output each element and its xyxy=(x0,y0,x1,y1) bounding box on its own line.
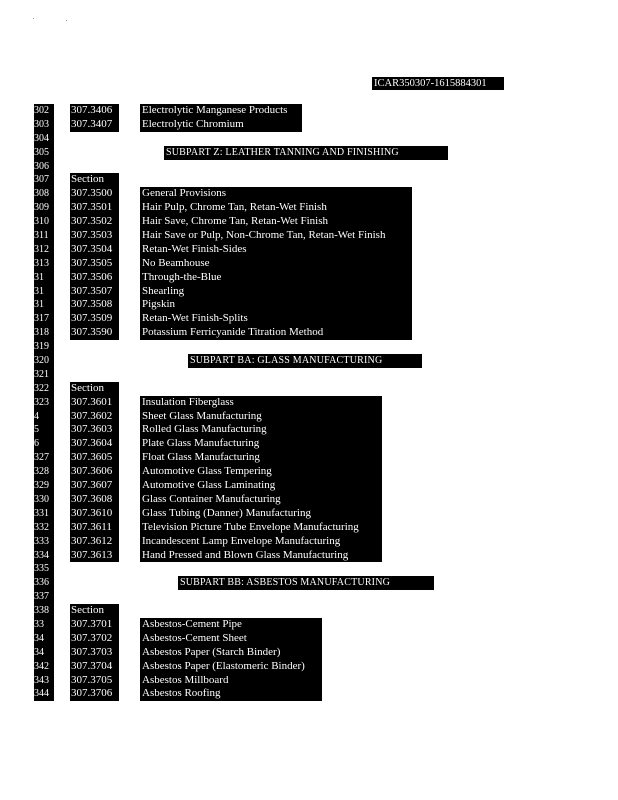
section-description: Asbestos Roofing xyxy=(140,687,322,701)
table-row xyxy=(0,243,618,257)
section-description: Asbestos-Cement Sheet xyxy=(140,632,322,646)
table-row xyxy=(0,298,618,312)
section-number: 307.3506 xyxy=(70,271,119,285)
line-number: 33 xyxy=(34,618,54,632)
table-row xyxy=(0,312,618,326)
line-number: 321 xyxy=(34,368,54,382)
table-row xyxy=(0,618,618,632)
section-description: No Beamhouse xyxy=(140,257,412,271)
section-number: 307.3606 xyxy=(70,465,119,479)
section-description: Retan-Wet Finish-Sides xyxy=(140,243,412,257)
section-number: 307.3702 xyxy=(70,632,119,646)
line-number: 310 xyxy=(34,215,54,229)
line-number: 31 xyxy=(34,285,54,299)
table-row xyxy=(0,646,618,660)
section-description: Automotive Glass Laminating xyxy=(140,479,382,493)
section-column-header: Section xyxy=(70,382,119,396)
table-row xyxy=(0,215,618,229)
section-number: 307.3703 xyxy=(70,646,119,660)
subpart-title: SUBPART Z: LEATHER TANNING AND FINISHING xyxy=(164,146,448,160)
line-number: 327 xyxy=(34,451,54,465)
section-number: 307.3602 xyxy=(70,410,119,424)
section-number: 307.3590 xyxy=(70,326,119,340)
line-number: 311 xyxy=(34,229,54,243)
scan-speck xyxy=(33,18,34,19)
section-description: Potassium Ferricyanide Titration Method xyxy=(140,326,412,340)
section-number: 307.3407 xyxy=(70,118,119,132)
line-number: 343 xyxy=(34,674,54,688)
scan-speck xyxy=(66,20,67,21)
line-number: 323 xyxy=(34,396,54,410)
section-number: 307.3601 xyxy=(70,396,119,410)
section-number: 307.3706 xyxy=(70,687,119,701)
section-description: Incandescent Lamp Envelope Manufacturing xyxy=(140,535,382,549)
document-id: ICAR350307-1615884301 xyxy=(372,77,504,90)
blank-row xyxy=(0,160,618,174)
blank-row xyxy=(0,562,618,576)
line-number: 328 xyxy=(34,465,54,479)
section-number: 307.3502 xyxy=(70,215,119,229)
section-description: Electrolytic Manganese Products xyxy=(140,104,302,118)
line-number: 306 xyxy=(34,160,54,174)
line-number: 34 xyxy=(34,632,54,646)
line-number: 318 xyxy=(34,326,54,340)
blank-row xyxy=(0,368,618,382)
line-number: 34 xyxy=(34,646,54,660)
line-number: 344 xyxy=(34,687,54,701)
table-row xyxy=(0,479,618,493)
section-description: Shearling xyxy=(140,285,412,299)
table-row xyxy=(0,549,618,563)
table-row xyxy=(0,493,618,507)
section-header-row xyxy=(0,382,618,396)
table-row xyxy=(0,118,618,132)
section-number: 307.3704 xyxy=(70,660,119,674)
section-description: Float Glass Manufacturing xyxy=(140,451,382,465)
line-number: 308 xyxy=(34,187,54,201)
section-description: Asbestos Paper (Starch Binder) xyxy=(140,646,322,660)
section-number: 307.3610 xyxy=(70,507,119,521)
section-number: 307.3604 xyxy=(70,437,119,451)
table-row xyxy=(0,229,618,243)
subpart-heading-row xyxy=(0,354,618,368)
table-row xyxy=(0,257,618,271)
section-description: Asbestos Paper (Elastomeric Binder) xyxy=(140,660,322,674)
section-number: 307.3406 xyxy=(70,104,119,118)
subpart-title: SUBPART BA: GLASS MANUFACTURING xyxy=(188,354,422,368)
table-row xyxy=(0,423,618,437)
blank-row xyxy=(0,340,618,354)
table-row xyxy=(0,687,618,701)
subpart-heading-row xyxy=(0,146,618,160)
table-row xyxy=(0,535,618,549)
section-number: 307.3611 xyxy=(70,521,119,535)
section-description: Asbestos-Cement Pipe xyxy=(140,618,322,632)
table-row xyxy=(0,437,618,451)
section-number: 307.3500 xyxy=(70,187,119,201)
section-header-row xyxy=(0,604,618,618)
line-number: 333 xyxy=(34,535,54,549)
section-number: 307.3509 xyxy=(70,312,119,326)
table-row xyxy=(0,201,618,215)
section-number: 307.3612 xyxy=(70,535,119,549)
line-number: 305 xyxy=(34,146,54,160)
section-number: 307.3607 xyxy=(70,479,119,493)
section-column-header: Section xyxy=(70,604,119,618)
line-number: 330 xyxy=(34,493,54,507)
table-row xyxy=(0,507,618,521)
section-description: Hair Save, Chrome Tan, Retan-Wet Finish xyxy=(140,215,412,229)
section-description: Retan-Wet Finish-Splits xyxy=(140,312,412,326)
section-description: Asbestos Millboard xyxy=(140,674,322,688)
section-number: 307.3504 xyxy=(70,243,119,257)
section-description: Hand Pressed and Blown Glass Manufacturing xyxy=(140,549,382,563)
section-description: Pigskin xyxy=(140,298,412,312)
table-row xyxy=(0,396,618,410)
section-number: 307.3508 xyxy=(70,298,119,312)
section-description: Insulation Fiberglass xyxy=(140,396,382,410)
table-row xyxy=(0,187,618,201)
subpart-title: SUBPART BB: ASBESTOS MANUFACTURING xyxy=(178,576,434,590)
table-row xyxy=(0,451,618,465)
section-description: Plate Glass Manufacturing xyxy=(140,437,382,451)
line-number: 337 xyxy=(34,590,54,604)
section-description: Glass Tubing (Danner) Manufacturing xyxy=(140,507,382,521)
line-number: 5 xyxy=(34,423,54,437)
line-number: 332 xyxy=(34,521,54,535)
line-number: 31 xyxy=(34,271,54,285)
section-number: 307.3603 xyxy=(70,423,119,437)
table-row xyxy=(0,285,618,299)
line-number: 319 xyxy=(34,340,54,354)
section-description: General Provisions xyxy=(140,187,412,201)
table-row xyxy=(0,410,618,424)
line-number: 312 xyxy=(34,243,54,257)
table-row xyxy=(0,521,618,535)
line-number: 309 xyxy=(34,201,54,215)
section-description: Television Picture Tube Envelope Manufacturing xyxy=(140,521,382,535)
line-number: 303 xyxy=(34,118,54,132)
section-description: Electrolytic Chromium xyxy=(140,118,302,132)
table-row xyxy=(0,660,618,674)
section-table xyxy=(0,104,618,701)
section-number: 307.3605 xyxy=(70,451,119,465)
section-header-row xyxy=(0,173,618,187)
line-number: 302 xyxy=(34,104,54,118)
blank-row xyxy=(0,590,618,604)
line-number: 317 xyxy=(34,312,54,326)
section-description: Rolled Glass Manufacturing xyxy=(140,423,382,437)
line-number: 304 xyxy=(34,132,54,146)
line-number: 4 xyxy=(34,410,54,424)
table-row xyxy=(0,104,618,118)
line-number: 338 xyxy=(34,604,54,618)
section-number: 307.3701 xyxy=(70,618,119,632)
section-number: 307.3507 xyxy=(70,285,119,299)
section-number: 307.3705 xyxy=(70,674,119,688)
line-number: 336 xyxy=(34,576,54,590)
section-description: Sheet Glass Manufacturing xyxy=(140,410,382,424)
section-description: Through-the-Blue xyxy=(140,271,412,285)
line-number: 329 xyxy=(34,479,54,493)
line-number: 331 xyxy=(34,507,54,521)
table-row xyxy=(0,465,618,479)
line-number: 31 xyxy=(34,298,54,312)
line-number: 307 xyxy=(34,173,54,187)
line-number: 334 xyxy=(34,549,54,563)
section-description: Hair Pulp, Chrome Tan, Retan-Wet Finish xyxy=(140,201,412,215)
section-number: 307.3503 xyxy=(70,229,119,243)
table-row xyxy=(0,271,618,285)
line-number: 6 xyxy=(34,437,54,451)
subpart-heading-row xyxy=(0,576,618,590)
section-number: 307.3501 xyxy=(70,201,119,215)
table-row xyxy=(0,326,618,340)
line-number: 320 xyxy=(34,354,54,368)
line-number: 322 xyxy=(34,382,54,396)
table-row xyxy=(0,632,618,646)
line-number: 342 xyxy=(34,660,54,674)
table-row xyxy=(0,674,618,688)
section-description: Automotive Glass Tempering xyxy=(140,465,382,479)
section-number: 307.3608 xyxy=(70,493,119,507)
section-column-header: Section xyxy=(70,173,119,187)
section-number: 307.3505 xyxy=(70,257,119,271)
blank-row xyxy=(0,132,618,146)
section-description: Hair Save or Pulp, Non-Chrome Tan, Retan-Wet Finish xyxy=(140,229,412,243)
line-number: 335 xyxy=(34,562,54,576)
section-description: Glass Container Manufacturing xyxy=(140,493,382,507)
section-number: 307.3613 xyxy=(70,549,119,563)
line-number: 313 xyxy=(34,257,54,271)
